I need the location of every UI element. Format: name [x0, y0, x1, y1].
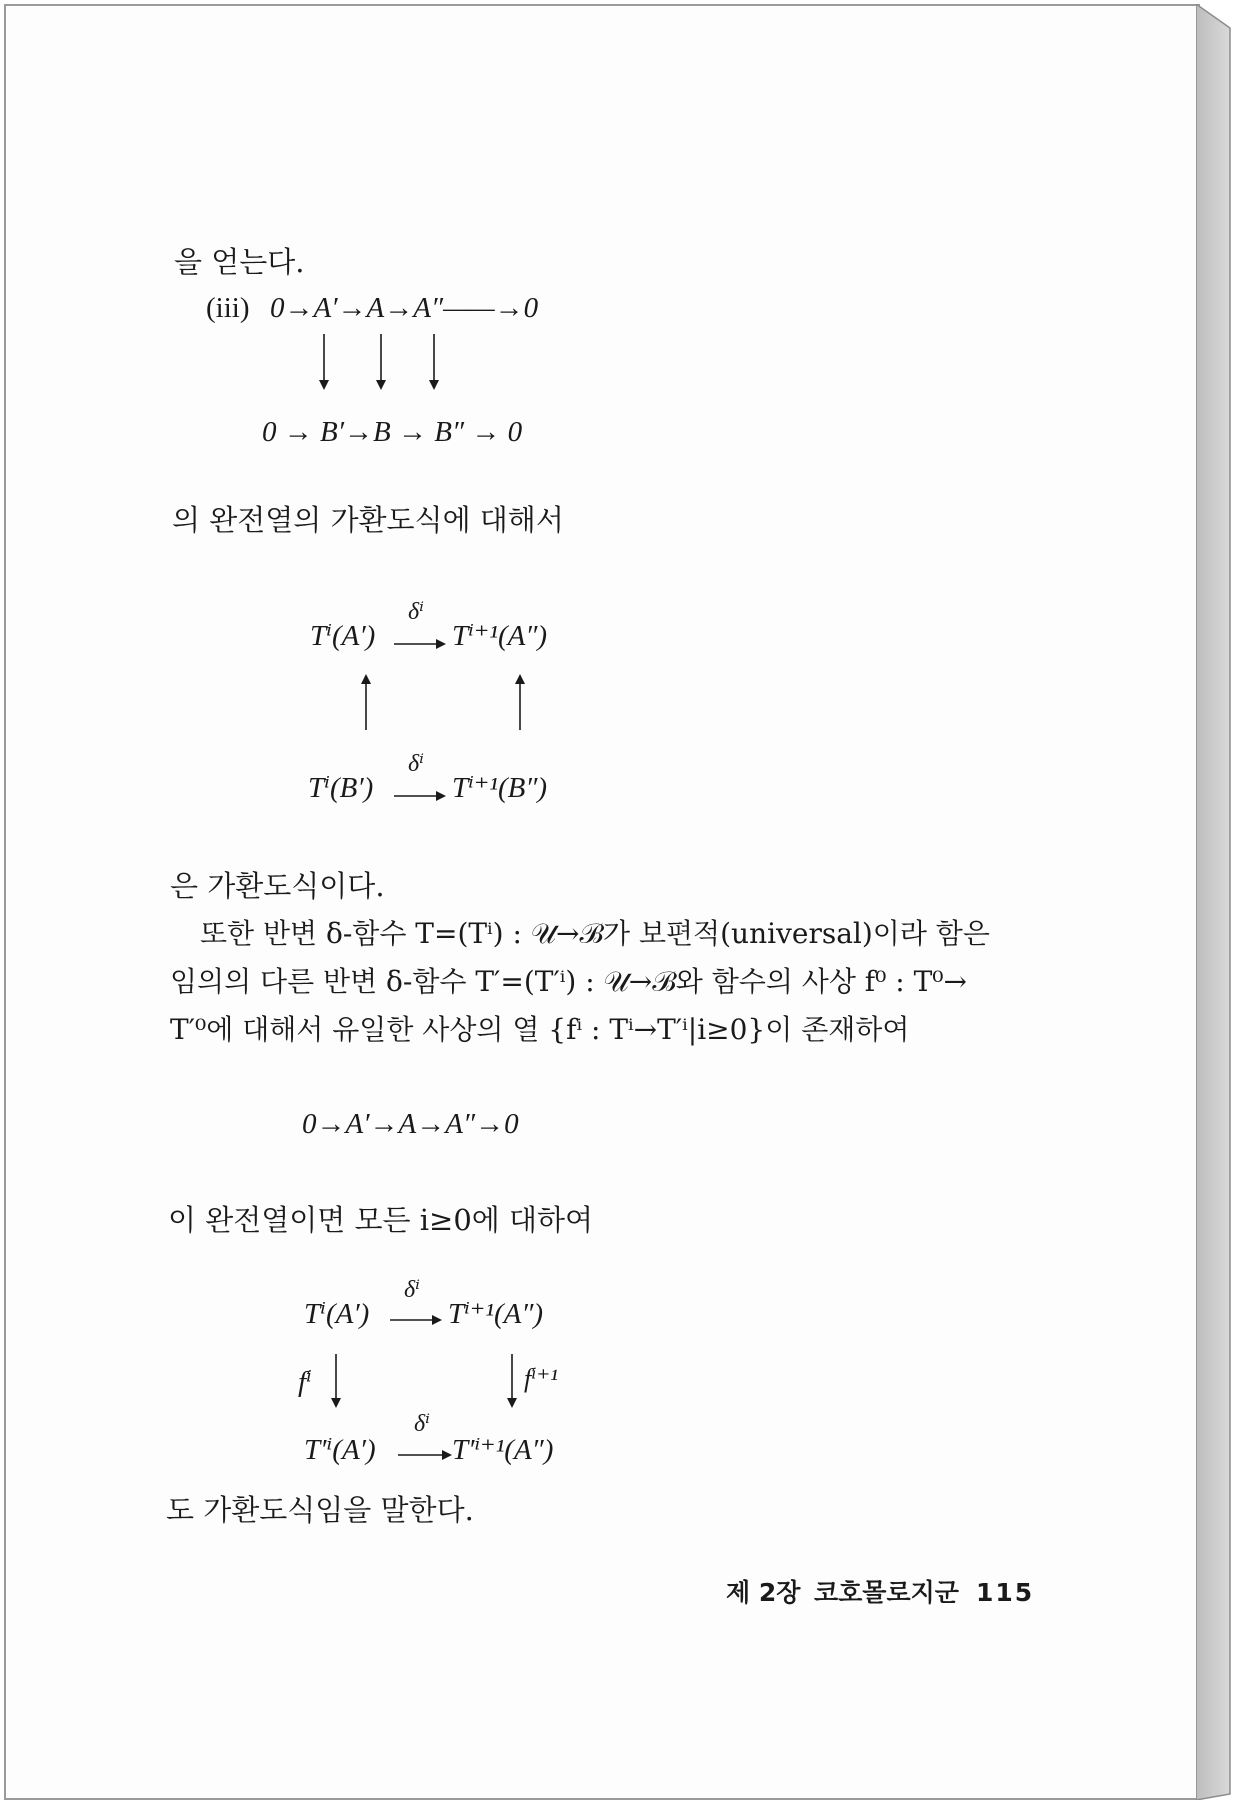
diagram1-top-arrow-label: δⁱ — [408, 599, 424, 625]
diagram2-left-arrow-label: fⁱ — [298, 1366, 312, 1398]
footer-chapter: 제 2장 — [726, 1578, 801, 1607]
text-paragraph-5: 이 완전열이면 모든 i≥0에 대하여 — [168, 1203, 594, 1237]
text-paragraph-2: 의 완전열의 가환도식에 대해서 — [172, 503, 564, 537]
footer-page-number: 115 — [976, 1578, 1035, 1607]
diagram2-top-right: Tⁱ⁺¹(A″) — [448, 1298, 544, 1330]
diagram2-bottom-left: T′ⁱ(A′) — [304, 1434, 376, 1466]
diagram2-top-arrow-label: δⁱ — [404, 1277, 420, 1303]
diagram1-bottom-arrow-label: δⁱ — [408, 751, 424, 777]
diagram1-top-left: Tⁱ(A′) — [310, 620, 376, 652]
text-paragraph-4-line-2: 임의의 다른 반변 δ-함수 T′=(T′ⁱ) : 𝒰→ℬ와 함수의 사상 f⁰ : T⁰→ — [170, 965, 967, 998]
diagram2-bottom-right: T′ⁱ⁺¹(A″) — [452, 1434, 554, 1466]
diagram1-bottom-left: Tⁱ(B′) — [308, 772, 374, 804]
diagram2-top-left: Tⁱ(A′) — [304, 1298, 370, 1330]
diagram2-bottom-arrow-label: δⁱ — [414, 1411, 430, 1437]
diagram2-right-arrow-label: fⁱ⁺¹ — [524, 1364, 558, 1393]
exact-sequence-bottom: 0 → B′→B → B″ → 0 — [262, 416, 523, 448]
text-paragraph-3: 은 가환도식이다. — [170, 869, 385, 903]
diagram1-top-right: Tⁱ⁺¹(A″) — [452, 620, 548, 652]
text-paragraph-4-line-3: T′⁰에 대해서 유일한 사상의 열 {fⁱ : Tⁱ→T′ⁱ|i≥0}이 존재하여 — [170, 1013, 910, 1046]
diagram1-bottom-right: Tⁱ⁺¹(B″) — [452, 772, 548, 804]
footer-chapter-title: 코호몰로지군 — [814, 1578, 959, 1607]
text-paragraph-6: 도 가환도식임을 말한다. — [166, 1493, 474, 1527]
exact-sequence-top: 0→A′→A→A″——→0 — [270, 292, 539, 324]
exact-sequence: 0→A′→A→A″→0 — [302, 1108, 519, 1140]
item-label-iii: (iii) — [206, 292, 250, 324]
text-paragraph-1: 을 얻는다. — [174, 245, 305, 279]
text-paragraph-4-line-1: 또한 반변 δ-함수 T=(Tⁱ) : 𝒰→ℬ가 보편적(universal)이라 함은 — [200, 917, 990, 950]
